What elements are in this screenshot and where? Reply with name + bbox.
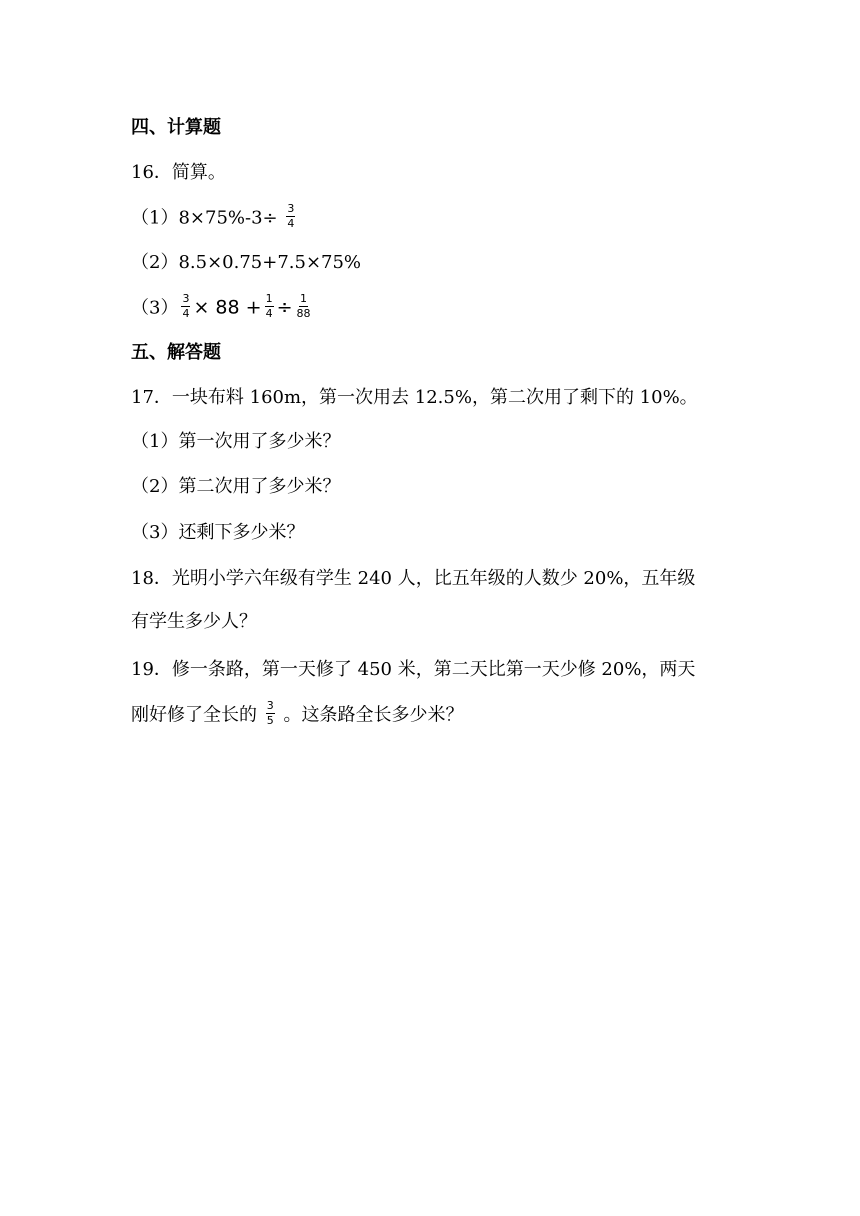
fraction-numerator: 3 bbox=[266, 699, 274, 712]
q19-fraction bbox=[266, 700, 275, 727]
question-17-part-2: （2）第二次用了多少米？ bbox=[131, 476, 341, 497]
q16-p3-fraction-2 bbox=[265, 293, 274, 320]
question-16-stem: 16．简算。 bbox=[131, 162, 226, 183]
fraction-numerator: 1 bbox=[265, 292, 273, 305]
question-16-part-1 bbox=[131, 202, 298, 232]
fraction-denominator: 4 bbox=[287, 217, 295, 230]
fraction-numerator: 1 bbox=[299, 292, 307, 305]
question-18-line-2: 有学生多少人？ bbox=[131, 611, 257, 632]
q16-p3-prefix: （3） bbox=[131, 297, 179, 319]
q16-p1-fraction bbox=[286, 203, 295, 230]
question-17-stem: 17．一块布料 160m，第一次用去 12.5%，第二次用了剩下的 10%。 bbox=[131, 387, 698, 408]
question-16-part-3 bbox=[131, 292, 314, 322]
fraction-denominator: 88 bbox=[296, 307, 311, 320]
q16-p3-fraction-1 bbox=[181, 293, 190, 320]
q16-p3-fraction-3 bbox=[295, 293, 311, 320]
question-18-line-1: 18．光明小学六年级有学生 240 人，比五年级的人数少 20%，五年级 bbox=[131, 568, 696, 589]
q19-line2-suffix: 。这条路全长多少米？ bbox=[283, 704, 464, 726]
question-17-part-1: （1）第一次用了多少米？ bbox=[131, 431, 341, 452]
q16-p1-text: （1）8×75%-3÷ bbox=[131, 207, 278, 229]
fraction-numerator: 3 bbox=[287, 202, 295, 215]
fraction-numerator: 3 bbox=[182, 292, 190, 305]
q16-p3-operator-1: × 88 + bbox=[193, 296, 262, 319]
fraction-denominator: 4 bbox=[265, 307, 273, 320]
fraction-denominator: 4 bbox=[182, 307, 190, 320]
section-4-heading: 四、计算题 bbox=[131, 117, 221, 138]
section-5-heading: 五、解答题 bbox=[131, 342, 221, 363]
question-17-part-3: （3）还剩下多少米？ bbox=[131, 522, 305, 543]
q16-p3-operator-2: ÷ bbox=[276, 296, 293, 319]
question-16-part-2: （2）8.5×0.75+7.5×75% bbox=[131, 252, 362, 273]
question-19-line-2 bbox=[131, 699, 464, 729]
q19-line2-prefix: 刚好修了全长的 bbox=[131, 704, 257, 726]
fraction-denominator: 5 bbox=[266, 714, 274, 727]
question-19-line-1: 19．修一条路，第一天修了 450 米，第二天比第一天少修 20%，两天 bbox=[131, 659, 696, 680]
